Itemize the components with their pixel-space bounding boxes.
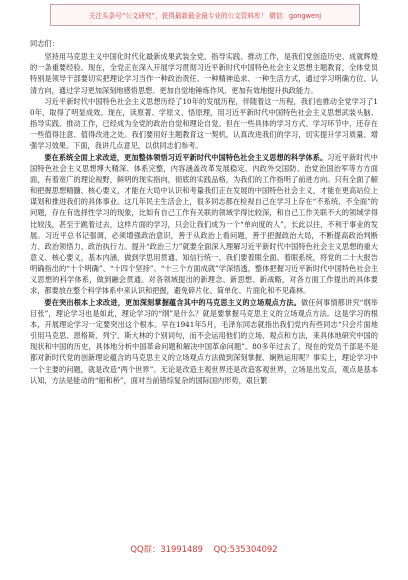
footer-qq-group: QQ群：31991489 <box>130 544 203 554</box>
banner-text: 关注头条号“公文研究”，获得最新最全最专业的公文资料库！ 微信：gongwenj <box>88 12 322 20</box>
paragraph-1: 坚持用马克思主义中国化时代化最新成果武装全党、指导实践、推动工作，是我们党创造历史、成就辉煌的一条重要经验。现在，全党正在深入开展学习贯彻习近平新时代中国特色社会主义思想主题教育，全体党员特别是领导干部要切实把理论学习当作一种政治责任、一种精神追求、一种生活方式，通过学习明确方位、认清方向，通过学习更加深刻地感悟思想、更加自觉地锤炼作风、更加有效地提升执政能力。 <box>30 52 378 95</box>
footer-qq-number: QQ:535304092 <box>213 544 278 554</box>
document-body <box>30 38 378 538</box>
section-1-text: 习近平新时代中国特色社会主义思想博大精深、体系完整，内容涵盖改革发展稳定、内政外交国防、治党治国治军等方方面面，有着宽广的理论视野，鲜明的现实指向，彻底的实践品格，为我们的工作指明了前进方向。只有全面了解和把握思想精髓、核心要义，才能在大局中认识和考量我们正在发展的中国特色社会主义，才能在更高站位上谋划和推进我们的具体事业。这几年民主生活会上，很多同志都在检视自己在学习上存在“不系统、不全面”的问题，存在有选择性学习的现象，比如有自己工作有关联的领域学得比较深，和自己工作关联不大的领域学得比较浅，甚至于跳着过去，这样片面的学习，只会让我们成为一个“单向度的人”，长此以往，不利于事业的发展。习近平总书记强调，必须增强政治意识，善于从政治上看问题，善于把握政治大局，不断提高政治判断力、政治领悟力、政治执行力。提升“政治三力”就要全面深入理解习近平新时代中国特色社会主义思想的重大意义、核心要义，基本内涵，做到学思用贯通、知信行统一。我们要着眼全面、着眼系统，将党的二十大报告明确指出的“十个明确”、“十四个坚持”、“十三个方面成就”学深悟透，整体把握习近平新时代中国特色社会主义思想的科学体系，做到融会贯通。对各领域提出的新理念、新思想、新战略，对各方面工作提出的具体要求，都要放在整个科学体系中来认识和把握，避免碎片化、简单化、片面化和不见森林。 <box>30 152 378 296</box>
section-heading-2: 要在突出根本上求改进，更加深刻掌握蕴含其中的马克思主义的立场观点方法。 <box>44 297 301 307</box>
greeting: 同志们： <box>30 39 59 48</box>
section-heading-1: 要在系统全面上求改进，更加整体领悟习近平新时代中国特色社会主义思想的科学体系。 <box>44 152 328 162</box>
section-1 <box>30 152 378 297</box>
section-2-text: 做任何事情都讲究“纲举目张”，理论学习也是如此，理论学习的“纲”是什么？就是要掌握马克思主义的立场观点方法。这是学习的根本，开展理论学习一定要突出这个根本。早在1941年5月，毛泽东同志就指出我们党内有些同志“只会片面地引用马克思、恩格斯、列宁、斯大林的个别词句，而不会运用他们的立场、观点和方法，来具体地研究中国的现状和中国的历史，具体地分析中国革命问题和解决中国革命问题”。80多年过去了，现在的党员干部是不是都对新时代党的创新理论蕴含的马克思主义的立场观点方法做到深刻掌握、娴熟运用呢？事实上，理论学习中一个主要的问题，就是改造“两个世界”。无论是改造主观世界还是改造客观世界，立场是出发点，观点是基本认知，方法是能动的“船和桥”，面对当前错综复杂的国际国内形势，艰巨繁 <box>30 297 378 385</box>
paragraph-2: 习近平新时代中国特色社会主义思想历经了10年的发展历程，伴随着这一历程，我们也推动全党学习了10年，取得了明显成效。现在，读原著、学原文、悟原理，用习近平新时代中国特色社会主义思想武装头脑、指导实践、推动工作，已经成为全党的政治自觉和理论自觉。但在一些具体的学习方式、学习环节中，还存在一些值得注意、值得改进之处。我们要用好主题教育这一契机，认真改进我们的学习，切实提升学习质量、增强学习效果。下面，我讲几点意见，以供同志们参考。 <box>30 96 378 151</box>
section-2 <box>30 297 378 386</box>
footer-contact <box>0 543 408 555</box>
header-banner <box>50 4 360 26</box>
